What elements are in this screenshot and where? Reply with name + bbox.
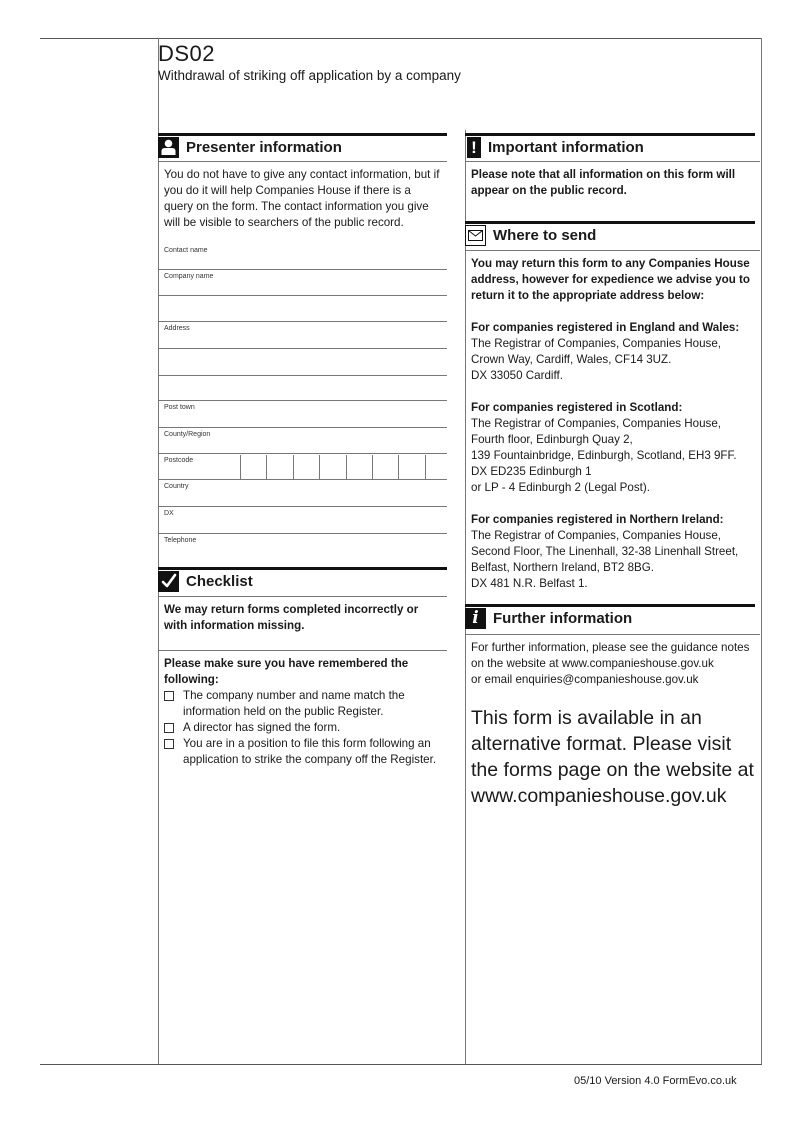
company-name-field[interactable]: [158, 270, 447, 296]
country-label: Country: [164, 483, 189, 490]
bottom-rule: [40, 1064, 762, 1065]
county-region-field[interactable]: [158, 428, 447, 454]
country-field[interactable]: [158, 480, 447, 507]
important-text: Please note that all information on this form will appear on the public record.: [471, 168, 736, 197]
postcode-character-boxes: [240, 455, 447, 480]
further-info-line: or email enquiries@companieshouse.gov.uk: [471, 673, 699, 686]
checklist-item: [164, 736, 441, 768]
ni-title: For companies registered in Northern Ireland:: [471, 513, 724, 526]
address-field[interactable]: [158, 322, 447, 349]
form-code: DS02: [158, 41, 216, 66]
checklist-warning: We may return forms completed incorrectly or with information missing.: [164, 603, 419, 632]
checklist-item: [164, 688, 441, 720]
scotland-line: Fourth floor, Edinburgh Quay 2,: [471, 433, 633, 446]
postcode-box[interactable]: [425, 455, 447, 480]
address-field-line-3[interactable]: [158, 376, 447, 401]
checkbox[interactable]: [164, 691, 174, 701]
where-to-send-intro: You may return this form to any Companies House address, however for expedience we advise you to return it to the appropriate address below:: [471, 257, 750, 302]
checklist-item-text: You are in a position to file this form following an application to strike the company off the Register.: [183, 737, 437, 766]
further-info-line: on the website at www.companieshouse.gov.uk: [471, 657, 714, 670]
scotland-line: 139 Fountainbridge, Edinburgh, Scotland, EH3 9FF.: [471, 449, 737, 462]
person-icon: [158, 137, 179, 158]
checklist-item: [164, 720, 441, 736]
info-icon: i: [465, 608, 486, 629]
exclamation-icon: !: [467, 137, 481, 158]
county-region-label: County/Region: [164, 431, 211, 438]
presenter-intro: [158, 161, 447, 241]
presenter-heading: Presenter information: [186, 138, 342, 156]
checkbox[interactable]: [164, 739, 174, 749]
address-field-line-2[interactable]: [158, 349, 447, 376]
ni-line: DX 481 N.R. Belfast 1.: [471, 577, 588, 590]
checkbox[interactable]: [164, 723, 174, 733]
scotland-line: DX ED235 Edinburgh 1: [471, 465, 592, 478]
company-name-field-line-2[interactable]: [158, 296, 447, 322]
where-to-send-box: [465, 250, 760, 598]
presenter-section-header: [158, 133, 447, 158]
top-rule: [40, 38, 762, 39]
form-title: Withdrawal of striking off application by a company: [158, 68, 461, 83]
checkmark-icon: [158, 571, 179, 592]
alternative-format-note: This form is available in an alternative format. Please visit the forms page on the website at www.companieshouse.gov.uk: [471, 707, 754, 807]
footer-version: 05/10 Version 4.0 FormEvo.co.uk: [574, 1075, 737, 1087]
post-town-field[interactable]: [158, 401, 447, 428]
postcode-box[interactable]: [398, 455, 420, 480]
checklist-items-box: [158, 650, 447, 780]
important-box: [465, 161, 760, 209]
postcode-box[interactable]: [293, 455, 315, 480]
important-section-header: [465, 133, 755, 158]
further-info-line: For further information, please see the guidance notes: [471, 641, 750, 654]
envelope-icon: [465, 225, 486, 246]
checklist-prompt: Please make sure you have remembered the following:: [164, 657, 409, 686]
contact-name-field[interactable]: [158, 244, 447, 270]
checklist-item-text: A director has signed the form.: [183, 721, 341, 734]
post-town-label: Post town: [164, 404, 195, 411]
where-to-send-heading: Where to send: [493, 226, 597, 244]
dx-field[interactable]: [158, 507, 447, 534]
telephone-label: Telephone: [164, 537, 197, 544]
where-to-send-section-header: [465, 221, 755, 246]
scotland-line: The Registrar of Companies, Companies House,: [471, 417, 722, 430]
postcode-box[interactable]: [240, 455, 262, 480]
checklist-item-text: The company number and name match the information held on the public Register.: [183, 689, 405, 718]
further-info-heading: Further information: [493, 609, 633, 627]
postcode-label: Postcode: [164, 457, 194, 464]
ni-line: Belfast, Northern Ireland, BT2 8BG.: [471, 561, 655, 574]
company-name-label: Company name: [164, 273, 214, 280]
checklist-section-header: [158, 567, 447, 592]
address-label: Address: [164, 325, 190, 332]
important-heading: Important information: [488, 138, 644, 156]
england-line: The Registrar of Companies, Companies House,: [471, 337, 722, 350]
postcode-box[interactable]: [372, 455, 394, 480]
contact-name-label: Contact name: [164, 247, 208, 254]
telephone-field[interactable]: [158, 534, 447, 561]
england-line: DX 33050 Cardiff.: [471, 369, 563, 382]
further-info-box: [465, 634, 760, 694]
england-title: For companies registered in England and Wales:: [471, 321, 740, 334]
england-line: Crown Way, Cardiff, Wales, CF14 3UZ.: [471, 353, 672, 366]
checklist-items: [164, 688, 441, 768]
right-page-rule: [761, 38, 762, 1064]
presenter-intro-text: You do not have to give any contact information, but if you do it will help Companies House if there is a query on the form. The contact information you give will be visible to searchers of the public record.: [164, 168, 440, 229]
scotland-title: For companies registered in Scotland:: [471, 401, 683, 414]
dx-label: DX: [164, 510, 174, 517]
scotland-line: or LP - 4 Edinburgh 2 (Legal Post).: [471, 481, 650, 494]
postcode-box[interactable]: [319, 455, 341, 480]
postcode-box[interactable]: [266, 455, 288, 480]
further-info-section-header: [465, 604, 755, 629]
postcode-box[interactable]: [346, 455, 368, 480]
ni-line: The Registrar of Companies, Companies House,: [471, 529, 722, 542]
checklist-warning-box: [158, 596, 447, 644]
checklist-heading: Checklist: [186, 572, 253, 590]
ni-line: Second Floor, The Linenhall, 32-38 Linenhall Street,: [471, 545, 739, 558]
